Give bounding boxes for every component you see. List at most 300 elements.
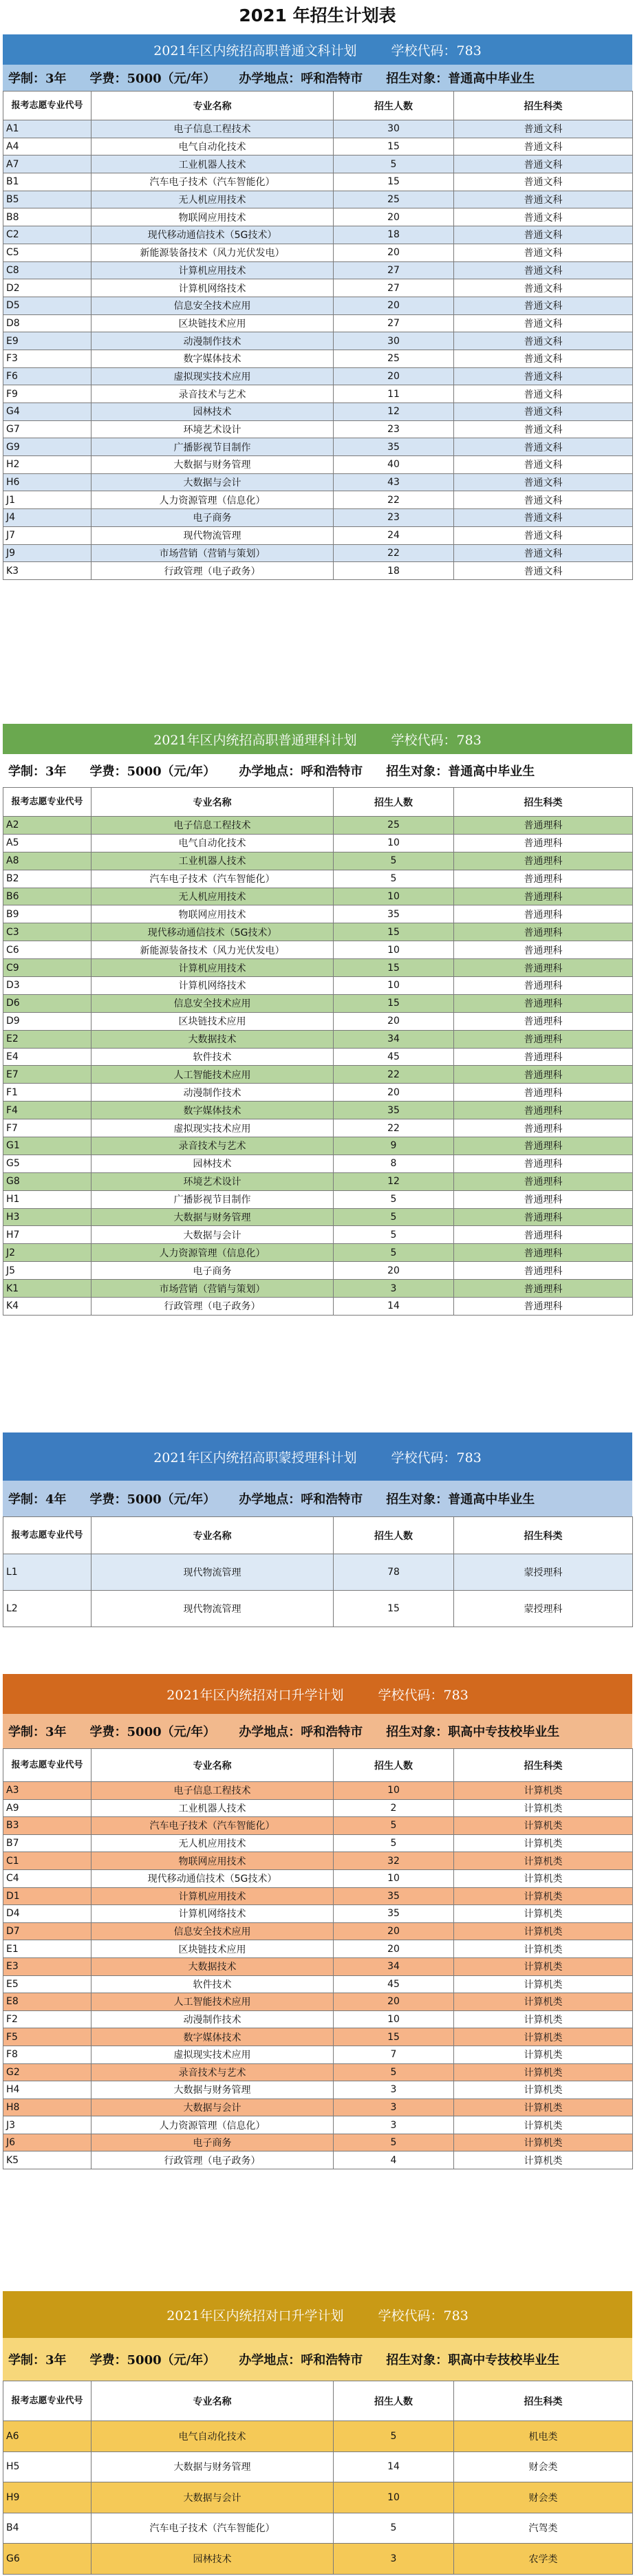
cell-code: K5	[3, 2151, 92, 2169]
cell-major: 电气自动化技术	[92, 138, 334, 155]
header-quota: 招生人数	[334, 1749, 454, 1782]
cell-category: 普通文科	[454, 385, 633, 403]
cell-code: A9	[3, 1799, 92, 1817]
cell-major: 现代物流管理	[92, 526, 334, 544]
table-row	[3, 817, 633, 835]
cell-category: 普通文科	[454, 173, 633, 191]
cell-quota: 30	[334, 332, 454, 350]
header-code: 报考志愿专业代号	[3, 1749, 92, 1782]
table-row	[3, 1922, 633, 1940]
cell-major: 计算机网络技术	[92, 279, 334, 297]
table-row	[3, 1591, 633, 1627]
cell-category: 普通文科	[454, 526, 633, 544]
cell-category: 普通理科	[454, 817, 633, 835]
cell-category: 普通理科	[454, 994, 633, 1012]
cell-major: 现代移动通信技术（5G技术）	[92, 226, 334, 244]
table-row	[3, 2151, 633, 2169]
section-title: 2021年区内统招高职蒙授理科计划	[153, 1450, 357, 1466]
header-major: 专业名称	[92, 1749, 334, 1782]
cell-quota: 5	[334, 1208, 454, 1226]
cell-code: D7	[3, 1922, 92, 1940]
cell-code: F3	[3, 350, 92, 367]
table-header-row	[3, 92, 633, 120]
cell-category: 普通理科	[454, 1119, 633, 1137]
cell-code: E4	[3, 1048, 92, 1066]
cell-category: 普通理科	[454, 941, 633, 959]
cell-major: 广播影视节目制作	[92, 1190, 334, 1208]
table-row	[3, 1262, 633, 1280]
plan-section-5	[3, 2291, 632, 2575]
table-row	[3, 852, 633, 870]
cell-major: 虚拟现实技术应用	[92, 2046, 334, 2063]
cell-code: F9	[3, 385, 92, 403]
cell-code: J1	[3, 491, 92, 509]
cell-code: H6	[3, 473, 92, 491]
table-row	[3, 1940, 633, 1958]
tuition-text: 学费：5000（元/年）	[89, 764, 216, 779]
cell-code: F1	[3, 1084, 92, 1102]
cell-category: 普通文科	[454, 314, 633, 332]
cell-major: 工业机器人技术	[92, 852, 334, 870]
cell-quota: 15	[334, 2028, 454, 2046]
section-info-bar	[3, 1481, 632, 1516]
cell-category: 普通文科	[454, 155, 633, 173]
cell-category: 普通理科	[454, 923, 633, 941]
cell-category: 计算机类	[454, 2081, 633, 2099]
cell-quota: 3	[334, 2116, 454, 2134]
table-row	[3, 279, 633, 297]
cell-quota: 3	[334, 2099, 454, 2116]
cell-code: J5	[3, 1262, 92, 1280]
target-text: 招生对象：普通高中毕业生	[386, 72, 535, 86]
cell-quota: 45	[334, 1975, 454, 1993]
cell-quota: 40	[334, 456, 454, 474]
cell-quota: 5	[334, 1190, 454, 1208]
cell-quota: 20	[334, 367, 454, 385]
cell-code: C8	[3, 261, 92, 279]
table-row	[3, 332, 633, 350]
table-row	[3, 994, 633, 1012]
cell-code: F4	[3, 1102, 92, 1119]
cell-category: 普通文科	[454, 138, 633, 155]
cell-major: 电子商务	[92, 2134, 334, 2151]
cell-code: H7	[3, 1226, 92, 1244]
cell-code: E3	[3, 1957, 92, 1975]
cell-major: 电气自动化技术	[92, 2421, 334, 2452]
cell-quota: 20	[334, 1993, 454, 2011]
duration-text: 学制：3年	[8, 72, 67, 86]
cell-category: 普通文科	[454, 456, 633, 474]
cell-major: 大数据与会计	[92, 473, 334, 491]
cell-major: 工业机器人技术	[92, 1799, 334, 1817]
school-code: 学校代码：783	[391, 732, 482, 748]
section-info-bar	[3, 1714, 632, 1748]
cell-code: K1	[3, 1280, 92, 1298]
table-row	[3, 473, 633, 491]
section-info-bar	[3, 65, 632, 91]
cell-quota: 27	[334, 261, 454, 279]
section-header	[3, 34, 632, 65]
header-code: 报考志愿专业代号	[3, 1517, 92, 1554]
cell-code: F2	[3, 2010, 92, 2028]
cell-quota: 2	[334, 1799, 454, 1817]
plan-table	[3, 787, 633, 1316]
location-text: 办学地点：呼和浩特市	[239, 72, 363, 86]
cell-code: A5	[3, 834, 92, 852]
cell-quota: 7	[334, 2046, 454, 2063]
table-row	[3, 1172, 633, 1190]
cell-quota: 10	[334, 2010, 454, 2028]
cell-quota: 10	[334, 834, 454, 852]
cell-code: G8	[3, 1172, 92, 1190]
cell-major: 动漫制作技术	[92, 2010, 334, 2028]
cell-quota: 8	[334, 1155, 454, 1172]
cell-category: 普通理科	[454, 1030, 633, 1048]
cell-code: J2	[3, 1244, 92, 1262]
cell-quota: 32	[334, 1852, 454, 1870]
table-row	[3, 1280, 633, 1298]
cell-quota: 78	[334, 1554, 454, 1591]
cell-code: E7	[3, 1066, 92, 1084]
target-text: 招生对象：职高中专技校毕业生	[386, 1725, 560, 1739]
cell-major: 软件技术	[92, 1975, 334, 1993]
cell-major: 广播影视节目制作	[92, 438, 334, 456]
cell-major: 现代物流管理	[92, 1554, 334, 1591]
cell-category: 蒙授理科	[454, 1591, 633, 1627]
table-row	[3, 138, 633, 155]
section-info-bar	[3, 2338, 632, 2381]
cell-quota: 35	[334, 905, 454, 923]
cell-major: 大数据与财务管理	[92, 456, 334, 474]
cell-code: G6	[3, 2544, 92, 2575]
cell-quota: 10	[334, 977, 454, 995]
table-row	[3, 1102, 633, 1119]
cell-quota: 20	[334, 1262, 454, 1280]
table-row	[3, 491, 633, 509]
cell-code: C1	[3, 1852, 92, 1870]
cell-quota: 27	[334, 279, 454, 297]
cell-code: H1	[3, 1190, 92, 1208]
cell-code: B6	[3, 888, 92, 905]
cell-major: 信息安全技术应用	[92, 1922, 334, 1940]
cell-category: 计算机类	[454, 1817, 633, 1835]
header-category: 招生科类	[454, 788, 633, 817]
cell-major: 无人机应用技术	[92, 1834, 334, 1852]
table-row	[3, 244, 633, 261]
cell-code: D5	[3, 297, 92, 314]
cell-major: 现代移动通信技术（5G技术）	[92, 923, 334, 941]
table-row	[3, 1782, 633, 1800]
table-row	[3, 226, 633, 244]
cell-category: 普通文科	[454, 261, 633, 279]
cell-category: 普通文科	[454, 491, 633, 509]
cell-category: 计算机类	[454, 1905, 633, 1923]
table-row	[3, 1852, 633, 1870]
header-major: 专业名称	[92, 1517, 334, 1554]
header-code: 报考志愿专业代号	[3, 92, 92, 120]
cell-category: 普通文科	[454, 473, 633, 491]
header-code: 报考志愿专业代号	[3, 788, 92, 817]
cell-quota: 10	[334, 888, 454, 905]
cell-quota: 35	[334, 438, 454, 456]
cell-code: J7	[3, 526, 92, 544]
cell-category: 计算机类	[454, 1782, 633, 1800]
cell-major: 现代移动通信技术（5G技术）	[92, 1869, 334, 1887]
cell-category: 计算机类	[454, 2028, 633, 2046]
cell-code: C2	[3, 226, 92, 244]
cell-category: 普通理科	[454, 1280, 633, 1298]
cell-category: 普通理科	[454, 888, 633, 905]
cell-major: 物联网应用技术	[92, 905, 334, 923]
header-quota: 招生人数	[334, 788, 454, 817]
table-row	[3, 297, 633, 314]
table-row	[3, 2099, 633, 2116]
cell-category: 普通理科	[454, 1208, 633, 1226]
cell-category: 普通理科	[454, 1298, 633, 1316]
cell-major: 大数据与财务管理	[92, 1208, 334, 1226]
cell-code: A7	[3, 155, 92, 173]
section-header	[3, 1674, 632, 1714]
cell-category: 计算机类	[454, 1799, 633, 1817]
cell-major: 大数据与会计	[92, 2099, 334, 2116]
table-row	[3, 2028, 633, 2046]
table-row	[3, 1190, 633, 1208]
cell-major: 新能源装备技术（风力光伏发电）	[92, 941, 334, 959]
cell-major: 电子信息工程技术	[92, 1782, 334, 1800]
cell-code: B5	[3, 191, 92, 208]
cell-major: 大数据与会计	[92, 1226, 334, 1244]
tuition-text: 学费：5000（元/年）	[89, 72, 216, 86]
table-row	[3, 2451, 633, 2482]
cell-quota: 5	[334, 2134, 454, 2151]
cell-quota: 20	[334, 1012, 454, 1030]
cell-quota: 15	[334, 173, 454, 191]
cell-major: 市场营销（营销与策划）	[92, 544, 334, 562]
cell-quota: 20	[334, 244, 454, 261]
cell-code: H4	[3, 2081, 92, 2099]
cell-major: 计算机网络技术	[92, 977, 334, 995]
cell-quota: 5	[334, 870, 454, 888]
cell-major: 园林技术	[92, 403, 334, 421]
cell-category: 普通文科	[454, 332, 633, 350]
cell-category: 普通理科	[454, 959, 633, 977]
cell-code: E2	[3, 1030, 92, 1048]
table-row	[3, 2482, 633, 2513]
table-header-row	[3, 1749, 633, 1782]
cell-category: 普通文科	[454, 279, 633, 297]
cell-quota: 10	[334, 1869, 454, 1887]
table-row	[3, 367, 633, 385]
table-row	[3, 1975, 633, 1993]
cell-quota: 5	[334, 1834, 454, 1852]
table-row	[3, 1834, 633, 1852]
cell-quota: 22	[334, 1066, 454, 1084]
cell-quota: 5	[334, 1226, 454, 1244]
cell-major: 汽车电子技术（汽车智能化）	[92, 1817, 334, 1835]
cell-major: 虚拟现实技术应用	[92, 367, 334, 385]
cell-major: 行政管理（电子政务）	[92, 1298, 334, 1316]
cell-major: 行政管理（电子政务）	[92, 562, 334, 580]
table-row	[3, 870, 633, 888]
cell-code: D6	[3, 994, 92, 1012]
table-row	[3, 1137, 633, 1155]
cell-quota: 5	[334, 1244, 454, 1262]
cell-quota: 12	[334, 1172, 454, 1190]
cell-major: 无人机应用技术	[92, 191, 334, 208]
cell-quota: 15	[334, 994, 454, 1012]
cell-major: 大数据与会计	[92, 2482, 334, 2513]
cell-major: 大数据与财务管理	[92, 2451, 334, 2482]
table-row	[3, 420, 633, 438]
cell-major: 电气自动化技术	[92, 834, 334, 852]
school-code: 学校代码：783	[391, 1450, 482, 1466]
cell-code: K4	[3, 1298, 92, 1316]
table-row	[3, 2063, 633, 2081]
cell-code: D1	[3, 1887, 92, 1905]
cell-code: D4	[3, 1905, 92, 1923]
cell-quota: 14	[334, 2451, 454, 2482]
plan-section-2	[3, 724, 632, 1316]
table-row	[3, 2421, 633, 2452]
cell-code: A4	[3, 138, 92, 155]
cell-code: L2	[3, 1591, 92, 1627]
table-row	[3, 888, 633, 905]
table-row	[3, 120, 633, 138]
cell-quota: 3	[334, 1280, 454, 1298]
cell-quota: 45	[334, 1048, 454, 1066]
cell-category: 普通理科	[454, 1244, 633, 1262]
cell-category: 财会类	[454, 2482, 633, 2513]
cell-code: F6	[3, 367, 92, 385]
cell-major: 人力资源管理（信息化）	[92, 1244, 334, 1262]
cell-code: B2	[3, 870, 92, 888]
table-row	[3, 544, 633, 562]
cell-major: 数字媒体技术	[92, 2028, 334, 2046]
tuition-text: 学费：5000（元/年）	[89, 2353, 216, 2368]
cell-major: 录音技术与艺术	[92, 2063, 334, 2081]
cell-category: 计算机类	[454, 1957, 633, 1975]
cell-category: 普通理科	[454, 1262, 633, 1280]
cell-code: H8	[3, 2099, 92, 2116]
cell-category: 普通理科	[454, 1048, 633, 1066]
header-category: 招生科类	[454, 1517, 633, 1554]
cell-quota: 11	[334, 385, 454, 403]
cell-category: 计算机类	[454, 2010, 633, 2028]
table-row	[3, 562, 633, 580]
cell-quota: 20	[334, 1084, 454, 1102]
cell-category: 普通理科	[454, 1084, 633, 1102]
cell-code: G1	[3, 1137, 92, 1155]
section-header	[3, 724, 632, 754]
cell-major: 录音技术与艺术	[92, 1137, 334, 1155]
cell-quota: 5	[334, 1817, 454, 1835]
cell-category: 普通文科	[454, 191, 633, 208]
table-row	[3, 191, 633, 208]
cell-code: L1	[3, 1554, 92, 1591]
cell-code: D8	[3, 314, 92, 332]
cell-quota: 5	[334, 852, 454, 870]
cell-code: B7	[3, 1834, 92, 1852]
plan-table	[3, 91, 633, 580]
cell-code: G4	[3, 403, 92, 421]
table-row	[3, 2046, 633, 2063]
cell-category: 普通文科	[454, 367, 633, 385]
cell-major: 园林技术	[92, 1155, 334, 1172]
cell-major: 大数据技术	[92, 1030, 334, 1048]
header-code: 报考志愿专业代号	[3, 2381, 92, 2421]
cell-category: 普通文科	[454, 438, 633, 456]
cell-quota: 20	[334, 297, 454, 314]
cell-major: 人工智能技术应用	[92, 1993, 334, 2011]
cell-category: 计算机类	[454, 1993, 633, 2011]
location-text: 办学地点：呼和浩特市	[239, 764, 363, 779]
cell-major: 区块链技术应用	[92, 314, 334, 332]
cell-major: 电子信息工程技术	[92, 817, 334, 835]
cell-major: 环境艺术设计	[92, 1172, 334, 1190]
table-header-row	[3, 2381, 633, 2421]
cell-code: J9	[3, 544, 92, 562]
cell-quota: 5	[334, 2513, 454, 2544]
duration-text: 学制：3年	[8, 1725, 67, 1739]
cell-quota: 35	[334, 1887, 454, 1905]
section-title: 2021年区内统招高职普通文科计划	[153, 43, 357, 58]
cell-category: 普通理科	[454, 1137, 633, 1155]
cell-code: E5	[3, 1975, 92, 1993]
cell-quota: 20	[334, 208, 454, 226]
cell-quota: 23	[334, 509, 454, 527]
cell-major: 大数据与财务管理	[92, 2081, 334, 2099]
table-row	[3, 2116, 633, 2134]
cell-code: B9	[3, 905, 92, 923]
cell-major: 人力资源管理（信息化）	[92, 491, 334, 509]
cell-major: 区块链技术应用	[92, 1940, 334, 1958]
section-header	[3, 1432, 632, 1481]
school-code: 学校代码：783	[378, 1687, 469, 1703]
table-row	[3, 1869, 633, 1887]
cell-code: D2	[3, 279, 92, 297]
table-row	[3, 1226, 633, 1244]
cell-quota: 22	[334, 1119, 454, 1137]
table-row	[3, 834, 633, 852]
cell-quota: 34	[334, 1030, 454, 1048]
cell-major: 人力资源管理（信息化）	[92, 2116, 334, 2134]
cell-major: 物联网应用技术	[92, 208, 334, 226]
cell-major: 信息安全技术应用	[92, 297, 334, 314]
table-row	[3, 1084, 633, 1102]
cell-category: 普通理科	[454, 905, 633, 923]
cell-major: 计算机应用技术	[92, 1887, 334, 1905]
table-row	[3, 1887, 633, 1905]
cell-quota: 15	[334, 138, 454, 155]
cell-category: 农学类	[454, 2544, 633, 2575]
cell-major: 汽车电子技术（汽车智能化）	[92, 173, 334, 191]
table-row	[3, 509, 633, 527]
cell-quota: 34	[334, 1957, 454, 1975]
cell-category: 普通文科	[454, 208, 633, 226]
cell-code: H2	[3, 456, 92, 474]
cell-code: E1	[3, 1940, 92, 1958]
school-code: 学校代码：783	[391, 43, 482, 58]
cell-code: K3	[3, 562, 92, 580]
cell-category: 计算机类	[454, 2151, 633, 2169]
cell-quota: 25	[334, 350, 454, 367]
cell-quota: 20	[334, 1940, 454, 1958]
table-row	[3, 456, 633, 474]
cell-quota: 5	[334, 2063, 454, 2081]
cell-code: F5	[3, 2028, 92, 2046]
header-major: 专业名称	[92, 788, 334, 817]
cell-major: 新能源装备技术（风力光伏发电）	[92, 244, 334, 261]
